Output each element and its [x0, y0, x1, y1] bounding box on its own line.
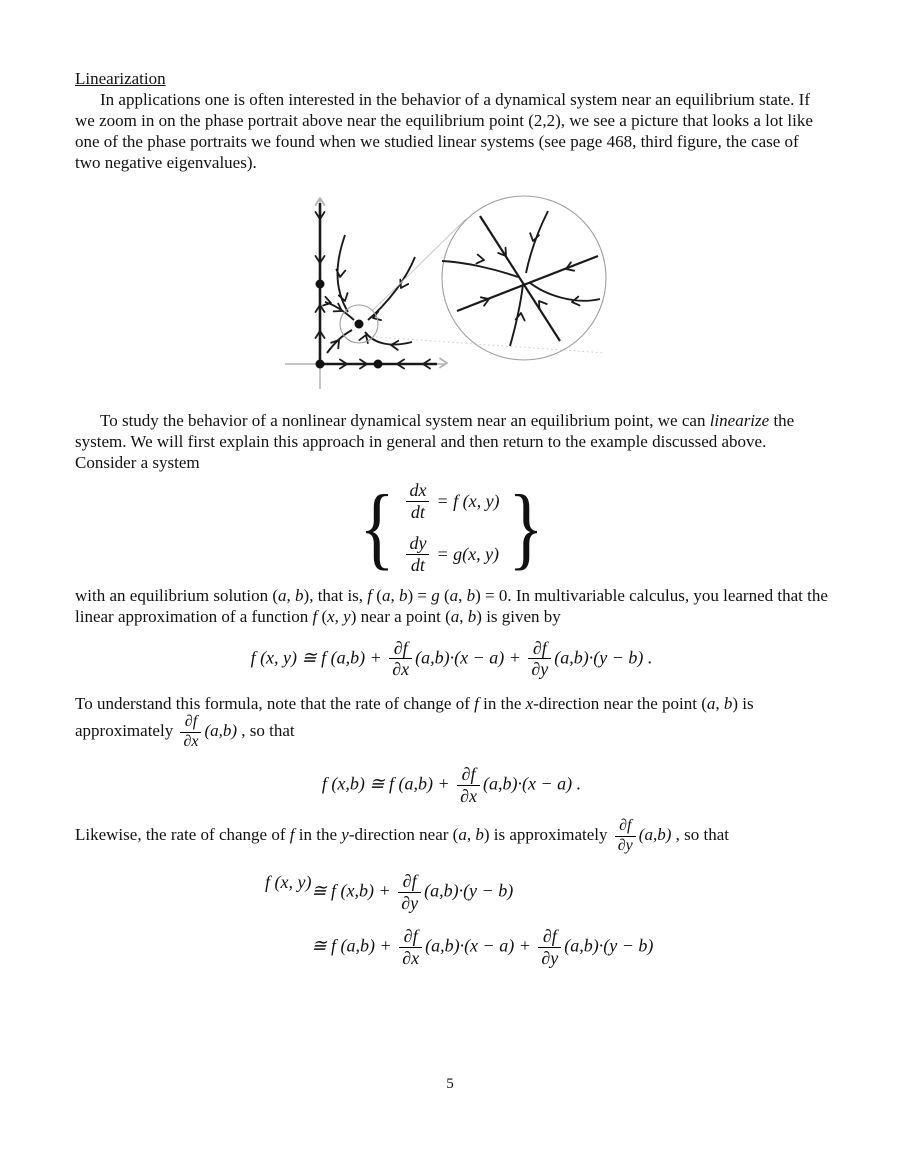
- flow-arrow-icon: [476, 255, 484, 265]
- equation-linear-approximation: f (x, y) ≅ f (a,b) + $\frac{\partial f}{\partial x}$ (a,b)·(x − a) + $\frac{\partial f}{\partial y}$ (a,b)·(y − b) .: [250, 637, 653, 680]
- equation-dx-dt: $\frac{dx}{dt}$ = f (x, y): [403, 481, 499, 522]
- fraction-df-dx: $\frac{\partial f}{\partial x}$: [389, 639, 412, 680]
- equation-combined: f (x, y) ≅ f (x,b) + $\frac{\partial f}{\partial y}$ (a,b)·(y − b) ≅ f (a,b) + $\frac{\partial f}{\partial x}$ (a,b)·(x − a) + $\frac{\partial f}{\partial y}$ (a,b)·(y − b): [265, 871, 654, 968]
- connector-line: [373, 219, 466, 310]
- paragraph-equilibrium-solution: with an equilibrium solution (a, b), that is, f (a, b) = g (a, b) = 0. In multivariable calculus, you learned that the linear approximation of a function f (x, y) near a point (a, b) is given by: [75, 585, 828, 626]
- equation-system: [75, 476, 828, 579]
- equilibrium-dot-interior: [355, 320, 364, 329]
- paragraph-y-direction: Likewise, the rate of change of f in the y-direction near (a, b) is approximately $\frac{\partial f}{\partial y}$ (a,b) , so that: [75, 816, 729, 854]
- equation-x-approximation: f (x,b) ≅ f (a,b) + $\frac{\partial f}{\partial x}$ (a,b)·(x − a) .: [321, 763, 582, 806]
- fraction-df-dy: $\frac{\partial f}{\partial y}$: [538, 927, 561, 968]
- phase-portrait-svg: [275, 189, 625, 391]
- left-brace: {: [359, 476, 396, 579]
- trajectory: [526, 211, 548, 273]
- magnified-circle: [442, 196, 606, 360]
- fraction-df-dy-inline: $\frac{\partial f}{\partial y}$: [615, 818, 636, 855]
- fraction-df-dx: $\frac{\partial f}{\partial x}$: [457, 765, 480, 806]
- page-number: 5: [446, 1076, 454, 1092]
- right-brace: }: [507, 476, 544, 579]
- trajectory: [529, 282, 600, 301]
- trajectory: [368, 257, 415, 320]
- equation-dy-dt: $\frac{dy}{dt}$ = g(x, y): [403, 534, 499, 575]
- fraction-df-dy: $\frac{\partial f}{\partial y}$: [398, 872, 421, 913]
- fraction-df-dy: $\frac{\partial f}{\partial y}$: [528, 639, 551, 680]
- equation-combined-line2: ≅ f (a,b) + $\frac{\partial f}{\partial x}$ (a,b)·(x − a) + $\frac{\partial f}{\partial y}$ (a,b)·(y − b): [311, 926, 654, 968]
- eigendirection-line: [480, 216, 560, 341]
- phase-portrait-figure: [275, 189, 828, 396]
- equilibrium-dot-y-axis: [316, 280, 325, 289]
- fraction-dy-dt: $\frac{dy}{dt}$: [406, 534, 429, 575]
- equilibrium-dot-x-axis: [374, 360, 383, 369]
- paragraph-x-direction: To understand this formula, note that the rate of change of f in the x-direction near the point (a, b) is approximately $\frac{\partial f}{\partial x}$ (a,b) , so that: [75, 694, 754, 751]
- fraction-df-dx: $\frac{\partial f}{\partial x}$: [399, 927, 422, 968]
- x-axis-arrow-icon: [440, 359, 447, 368]
- paragraph-intro: In applications one is often interested in the behavior of a dynamical system near an equilibrium state. If we zoom in on the phase portrait above near the equilibrium point (2,2), we see a picture that looks a lot like one of the phase portraits we found when we studied linear systems (see page 468, third figure, the case of two negative eigenvalues).: [75, 90, 813, 172]
- equation-combined-line1: ≅ f (x,b) + $\frac{\partial f}{\partial y}$ (a,b)·(y − b): [311, 871, 514, 914]
- trajectory: [442, 261, 518, 277]
- section-heading: Linearization: [75, 69, 166, 88]
- paragraph-linearize: To study the behavior of a nonlinear dynamical system near an equilibrium point, we can linearize the system. We will first explain this approach in general and then return to the example discussed above. Consider a system: [75, 411, 795, 472]
- equilibrium-dot-origin: [316, 360, 325, 369]
- fraction-dx-dt: $\frac{dx}{dt}$: [406, 481, 429, 522]
- fraction-df-dx-inline: $\frac{\partial f}{\partial x}$: [180, 714, 201, 751]
